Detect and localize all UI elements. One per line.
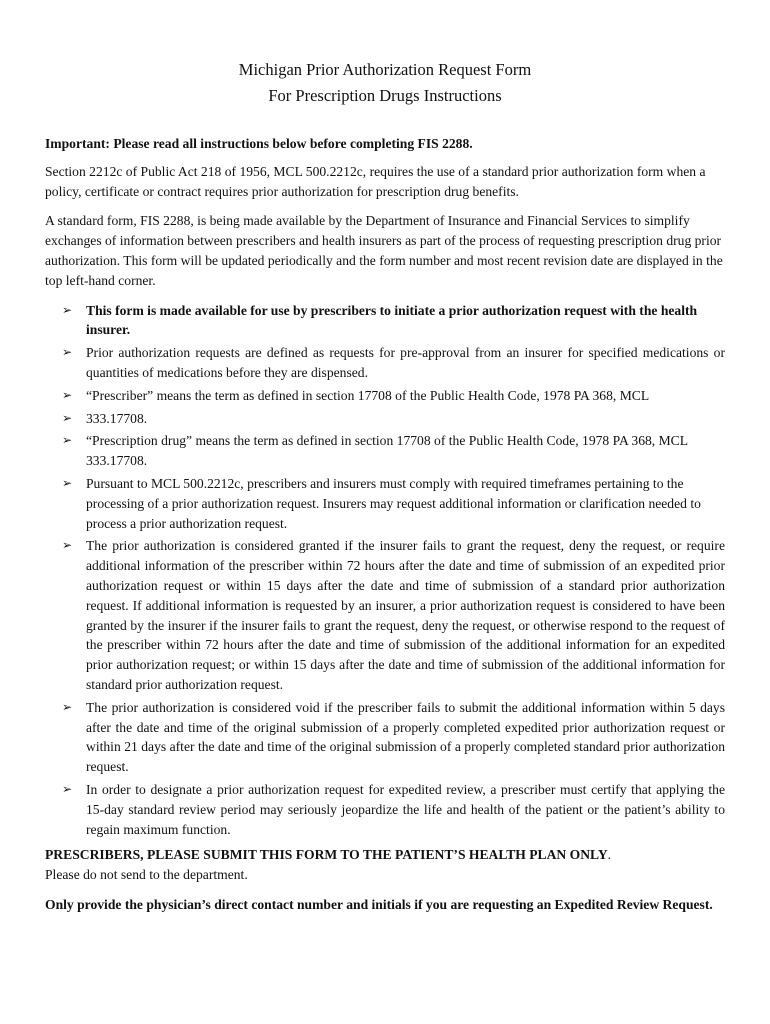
paragraph-section-2212c: Section 2212c of Public Act 218 of 1956, MCL 500.2212c, requires the use of a standard prior authorization form when a policy, certificate or contract requires prior authorization for prescription drug benefits. [45, 163, 706, 199]
expedited-review-notice: Only provide the physician’s direct contact number and initials if you are requesting an Expedited Review Request. [45, 896, 713, 912]
list-item-text: In order to designate a prior authorization request for expedited review, a prescriber must certify that applying the 15-day standard review period may seriously jeopardize the life and health of the patient or the patient’s ability to regain maximum function. [86, 781, 725, 837]
arrow-bullet-icon: ➢ [62, 302, 73, 317]
list-item [45, 386, 725, 406]
arrow-bullet-icon: ➢ [62, 410, 73, 425]
do-not-send-notice: Please do not send to the department. [45, 867, 248, 883]
arrow-bullet-icon: ➢ [62, 475, 73, 490]
arrow-bullet-icon: ➢ [62, 538, 73, 553]
list-item [45, 536, 725, 694]
list-item-text: The prior authorization is considered void if the prescriber fails to submit the additional information within 5 days after the date and time of the original submission of a properly completed expedited prior authorization request or within 21 days after the date and time of the original submission of a properly completed standard prior authorization request. [86, 699, 725, 775]
list-item [45, 698, 725, 777]
page-title: Michigan Prior Authorization Request Form [238, 60, 532, 79]
instructions-body [45, 134, 725, 915]
arrow-bullet-icon: ➢ [62, 699, 73, 714]
list-item-text: “Prescription drug” means the term as defined in section 17708 of the Public Health Code, 1978 PA 368, MCL 333.17708. [86, 433, 688, 469]
list-item-text: The prior authorization is considered granted if the insurer fails to grant the request, deny the request, or require additional information of the prescriber within 72 hours after the date and time of submission of an expedited prior authorization request or within 15 days after the date and time of submission of a standard prior authorization request. If additional information is requested by an insurer, a prior authorization request is considered to have been granted by the insurer if the insurer fails to grant the request, deny the request, or otherwise respond to the request of the prescriber within 72 hours after the date and time of submission of the additional information for an expedited prior authorization request; or within 15 days after the date and time of submission of the additional information for standard prior authorization request. [86, 538, 725, 692]
list-item-text: Pursuant to MCL 500.2212c, prescribers and insurers must comply with required timeframes pertaining to the processing of a prior authorization request. Insurers may request additional information or clarification needed to process a prior authorization request. [86, 475, 701, 531]
arrow-bullet-icon: ➢ [62, 433, 73, 448]
instruction-list [45, 301, 725, 840]
submit-to-health-plan-notice: PRESCRIBERS, PLEASE SUBMIT THIS FORM TO THE PATIENT’S HEALTH PLAN ONLY [45, 847, 608, 863]
list-item [45, 474, 725, 533]
list-item [45, 409, 725, 429]
page-subtitle: For Prescription Drugs Instructions [268, 86, 502, 105]
list-item-text: 333.17708. [86, 410, 148, 426]
list-item [45, 301, 725, 341]
list-item-text: This form is made available for use by prescribers to initiate a prior authorization request with the health insurer. [86, 302, 698, 338]
arrow-bullet-icon: ➢ [62, 387, 73, 402]
submit-notice-period: . [607, 847, 612, 863]
arrow-bullet-icon: ➢ [62, 345, 73, 360]
list-item-text: “Prescriber” means the term as defined in section 17708 of the Public Health Code, 1978 PA 368, MCL [86, 387, 650, 403]
list-item [45, 780, 725, 839]
list-item [45, 343, 725, 383]
arrow-bullet-icon: ➢ [62, 781, 73, 796]
submission-notice [45, 845, 725, 914]
paragraph-standard-form: A standard form, FIS 2288, is being made available by the Department of Insurance and Financial Services to simplify exchanges of information between prescribers and health insurers as part of the process of requesting prescription drug prior authorization. This form will be updated periodically and the form number and most recent revision date are displayed in the top left-hand corner. [45, 213, 723, 288]
important-notice: Important: Please read all instructions below before completing FIS 2288. [45, 136, 473, 151]
list-item [45, 431, 725, 471]
list-item-text: Prior authorization requests are defined as requests for pre-approval from an insurer for specified medications or quantities of medications before they are dispensed. [86, 345, 725, 380]
